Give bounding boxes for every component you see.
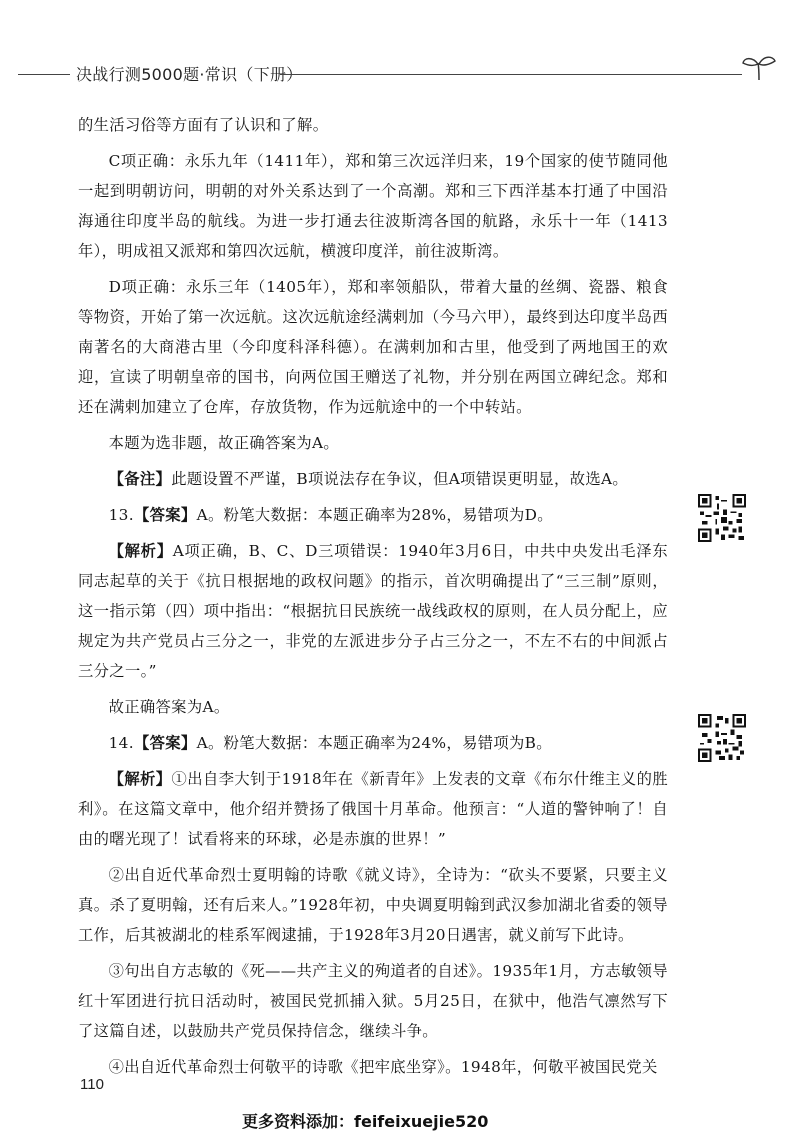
question-14-analysis-3: ③句出自方志敏的《死——共产主义的殉道者的自述》。1935年1月，方志敏领导红十军团进行抗日活动时，被国民党抓捕入狱。5月25日，在狱中，他浩气凛然写下了这篇自述，以鼓励共产党员保持信念，继续斗争。: [78, 962, 668, 1040]
question-14-analysis-4: ④出自近代革命烈士何敬平的诗歌《把牢底坐穿》。1948年，何敬平被国民党关: [108, 1058, 658, 1076]
question-14-answer: [78, 728, 668, 758]
analysis-tag: 【解析】: [108, 770, 172, 788]
sprout-icon: [740, 52, 778, 82]
qr-code-icon[interactable]: [698, 494, 746, 542]
question-14-number: 14.: [108, 734, 134, 752]
paragraph-option-d: D项正确：永乐三年（1405年），郑和率领船队，带着大量的丝绸、瓷器、粮食等物资，开始了第一次远航。这次远航途经满剌加（今马六甲），最终到达印度半岛西南著名的大商港古里（今印度科泽科德）。在满剌加和古里，他受到了两地国王的欢迎，宣读了明朝皇帝的国书，向两位国王赠送了礼物，并分别在两国立碑纪念。郑和还在满剌加建立了仓库，存放货物，作为远航途中的一个中转站。: [78, 278, 668, 416]
question-13-analysis: [78, 536, 668, 686]
question-14-analysis-1-text: ①出自李大钊于1918年在《新青年》上发表的文章《布尔什维主义的胜利》。在这篇文章中，他介绍并赞扬了俄国十月革命。他预言：“人道的警钟响了！自由的曙光现了！试看将来的环球，必是赤旗的世界！”: [78, 770, 668, 848]
qr-code-icon[interactable]: [698, 714, 746, 762]
question-14-answer-text: A。粉笔大数据：本题正确率为24%，易错项为B。: [196, 734, 552, 752]
running-header: [18, 58, 784, 92]
header-rule-right: [280, 74, 742, 75]
answer-tag: 【答案】: [133, 734, 197, 752]
analysis-tag: 【解析】: [108, 542, 173, 560]
question-13-analysis-text: A项正确，B、C、D三项错误：1940年3月6日，中共中央发出毛泽东同志起草的关于《抗日根据地的政权问题》的指示，首次明确提出了“三三制”原则，这一指示第（四）项中指出：“根据抗日民族统一战线政权的原则，在人员分配上，应规定为共产党员占三分之一，非党的左派进步分子占三分之一，不左不右的中间派占三分之一。”: [78, 542, 668, 680]
answer-tag: 【答案】: [133, 506, 197, 524]
contact-watermark: 更多资料添加：feifeixuejie520: [242, 1112, 489, 1131]
question-14-analysis-2: ②出自近代革命烈士夏明翰的诗歌《就义诗》，全诗为：“砍头不要紧，只要主义真。杀了夏明翰，还有后来人。”1928年初，中央调夏明翰到武汉参加湖北省委的领导工作，后其被湖北的桂系军阀逮捕，于1928年3月20日遇害，就义前写下此诗。: [78, 866, 668, 944]
note-paragraph: [78, 464, 668, 494]
paragraph-answer-12: 本题为选非题，故正确答案为A。: [108, 434, 340, 452]
note-text: 此题设置不严谨，B项说法存在争议，但A项错误更明显，故选A。: [171, 470, 629, 488]
header-rule-left: [18, 74, 70, 75]
question-13-answer-text: A。粉笔大数据：本题正确率为28%，易错项为D。: [196, 506, 553, 524]
page-body: [78, 110, 668, 1088]
question-13-number: 13.: [108, 506, 134, 524]
paragraph-option-c: C项正确：永乐九年（1411年），郑和第三次远洋归来，19个国家的使节随同他一起到明朝访问，明朝的对外关系达到了一个高潮。郑和三下西洋基本打通了中国沿海通往印度半岛的航线。为进一步打通去往波斯湾各国的航路，永乐十一年（1413年），明成祖又派郑和第四次远航，横渡印度洋，前往波斯湾。: [78, 152, 668, 260]
paragraph-continued: 的生活习俗等方面有了认识和了解。: [78, 116, 329, 134]
page-number: 110: [80, 1076, 104, 1093]
question-14-analysis-1: [78, 764, 668, 854]
note-tag: 【备注】: [108, 470, 172, 488]
book-title: 决战行测5000题·常识（下册）: [76, 65, 303, 84]
question-13-answer: [78, 500, 668, 530]
question-13-conclusion: 故正确答案为A。: [108, 698, 230, 716]
